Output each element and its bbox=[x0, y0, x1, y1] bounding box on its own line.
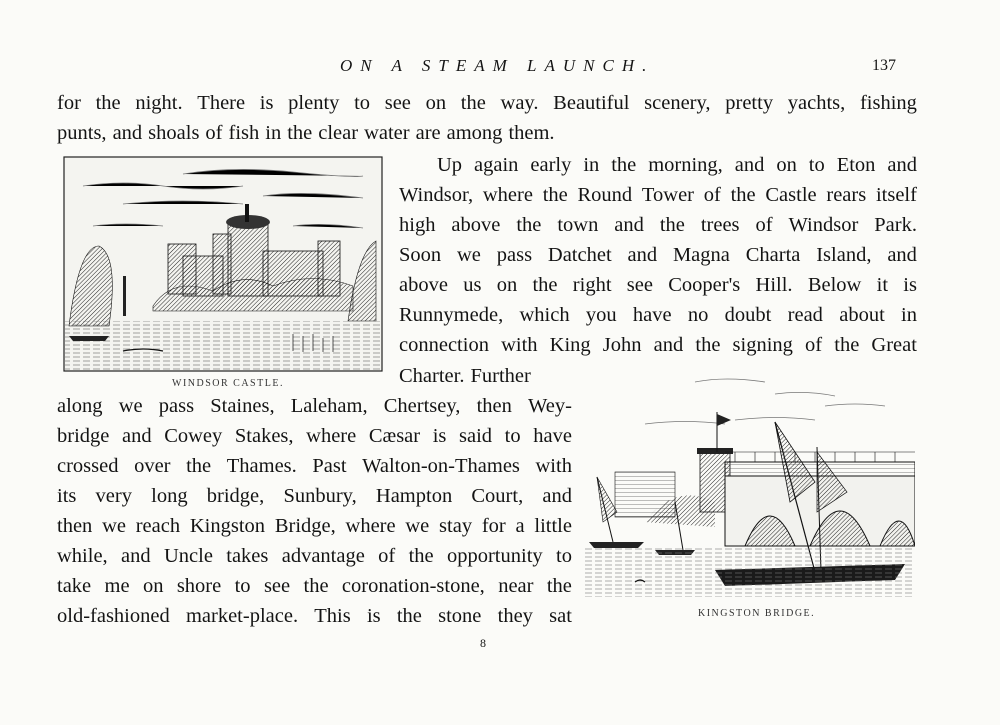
page-number: 137 bbox=[872, 57, 896, 74]
text-line: Windsor, where the Round Tower of the Castle rears itself bbox=[399, 184, 917, 206]
text-line: high above the town and the trees of Windsor Park. bbox=[399, 214, 917, 236]
text-line: while, and Uncle takes advantage of the opportunity to bbox=[57, 545, 572, 567]
text-line: crossed over the Thames. Past Walton-on-Thames with bbox=[57, 455, 572, 477]
signature-mark: 8 bbox=[480, 636, 486, 650]
text-line: old-fashioned market-place. This is the stone they sat bbox=[57, 605, 572, 627]
windsor-castle-illustration bbox=[63, 156, 383, 376]
text-line: Charter. Further bbox=[399, 365, 531, 387]
text-line: connection with King John and the signing of the Great bbox=[399, 334, 917, 356]
text-line: take me on shore to see the coronation-stone, near the bbox=[57, 575, 572, 597]
windsor-caption: WINDSOR CASTLE. bbox=[172, 378, 284, 389]
text-line: punts, and shoals of fish in the clear water are among them. bbox=[57, 122, 555, 144]
running-head: ON A STEAM LAUNCH. bbox=[340, 56, 655, 75]
text-line: Soon we pass Datchet and Magna Charta Island, and bbox=[399, 244, 917, 266]
text-line: its very long bridge, Sunbury, Hampton Court, and bbox=[57, 485, 572, 507]
text-line: Up again early in the morning, and on to Eton and bbox=[437, 154, 917, 176]
kingston-caption: KINGSTON BRIDGE. bbox=[698, 608, 816, 619]
text-line: Runnymede, which you have no doubt read about in bbox=[399, 304, 917, 326]
text-line: above us on the right see Cooper's Hill. Below it is bbox=[399, 274, 917, 296]
text-line: along we pass Staines, Laleham, Chertsey, then Wey- bbox=[57, 395, 572, 417]
text-line: for the night. There is plenty to see on the way. Beautiful scenery, pretty yachts, fishing bbox=[57, 92, 917, 114]
kingston-bridge-illustration bbox=[585, 372, 915, 604]
text-line: bridge and Cowey Stakes, where Cæsar is said to have bbox=[57, 425, 572, 447]
text-line: then we reach Kingston Bridge, where we stay for a little bbox=[57, 515, 572, 537]
